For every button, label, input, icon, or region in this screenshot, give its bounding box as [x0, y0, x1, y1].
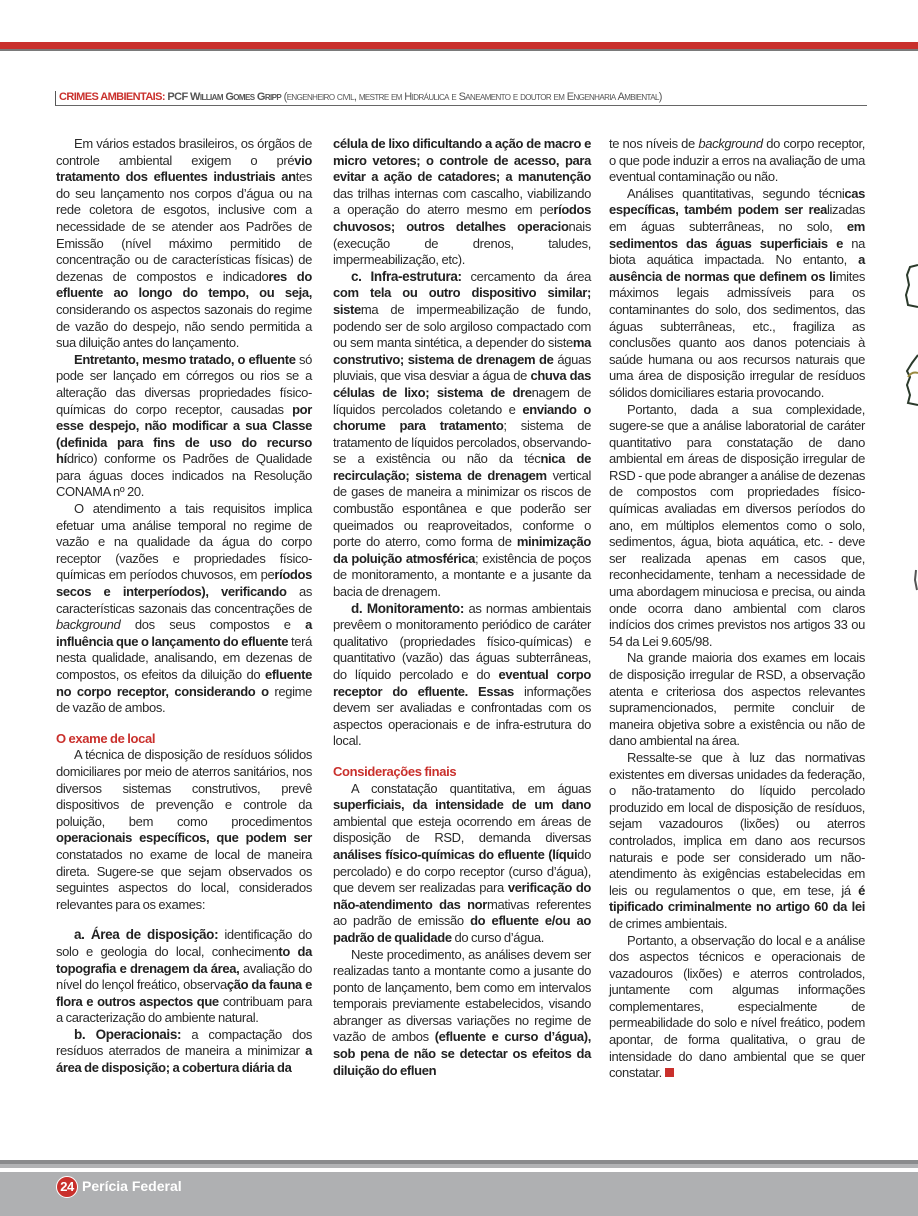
magazine-title: Perícia Federal [82, 1178, 182, 1194]
author-name: PCF William Gomes Gripp [167, 91, 282, 103]
column-1 [56, 136, 312, 1077]
section-label: CRIMES AMBIENTAIS: [59, 91, 165, 103]
top-gray-rule [0, 49, 918, 51]
top-red-band [0, 42, 918, 49]
list-item-c: c. Infra-estrutura: cercamento da área com tela ou outro dispositivo similar; sistema de impermeabilização de fundo, podendo ser de solo argiloso compactado com ou sem manta sintética, a depender do sistema construtivo; sistema de drenagem de águas pluviais, que visa desviar a água de chuva das células de lixo; sistema de drenagem de líquidos percolados coletando e enviando o chorume para tratamento; sistema de tratamento de líquidos percolados, observando-se a existência ou não da técnica de recirculação; sistema de drenagem vertical de gases de maneira a minimizar os riscos de combustão espontânea e que poderão ser queimados ou reaproveitados, conforme o porte do aterro, como forma de minimização da poluição atmosférica; existência de poços de monitoramento, a montante e a jusante da bacia de drenagem. [333, 268, 592, 600]
paragraph: Análises quantitativas, segundo técnicas específicas, também podem ser realizadas em águas subterrâneas, no solo, em sedimentos das águas superficiais e na biota aquática impactada. No entanto, a ausência de normas que definem os limites máximos legais admissíveis para os contaminantes do solo, dos sedimentos, das águas subterrâneas, etc., fragiliza as conclusões quanto aos danos potenciais à saúde humana ou aos recursos naturais que uma área de disposição irregular de resíduos sólidos domiciliares estaria provocando. [609, 185, 865, 400]
column-3 [609, 136, 865, 1082]
paragraph: Na grande maioria dos exames em locais de disposição irregular de RSD, a observação atenta e criteriosa dos aspectos relevantes supramencionados, permite concluir de maneira objetiva sobre a existência ou não de dano ambiental na área. [609, 650, 865, 749]
paragraph: Em vários estados brasileiros, os órgãos de controle ambiental exigem o prévio tratamento dos efluentes industriais antes do seu lançamento nos corpos d’água ou na rede coletora de esgotos, inclusive com a necessidade de se atender aos Padrões de Emissão (nível máximo permitido de concentração ou de características físicas) de dezenas de compostos e indicadores do efluente ao longo do tempo, ou seja, considerando os aspectos sazonais do regime de vazão do despejo, não sendo permitida a sua diluição antes do lançamento. [56, 136, 312, 351]
paragraph-continued: te nos níveis de background do corpo receptor, o que pode induzir a erros na avaliação de uma eventual contaminação ou não. [609, 136, 865, 185]
paragraph: A técnica de disposição de resíduos sólidos domiciliares por meio de aterros sanitários, nos diversos sistemas construtivos, prevê dispositivos de prevenção e controle da poluição, bem como procedimentos operacionais específicos, que podem ser constatados no exame de local de maneira direta. Sugere-se que sejam observados os seguintes aspectos do local, considerados relevantes para os exames: [56, 747, 312, 912]
list-item-b: b. Operacionais: a compactação dos resíduos aterrados de maneira a minimizar a área de disposição; a cobertura diária da [56, 1026, 312, 1076]
paragraph: Portanto, dada a sua complexidade, sugere-se que a análise laboratorial de caráter quantitativo para constatação de dano ambiental em áreas de disposição irregular de RSD - que pode abranger a análise de dezenas de compostos com propriedades físico-químicas avaliadas em diversos períodos do ano, em múltiplos elementos como o solo, sedimentos, água, biota aquática, etc. - deve ser realizada apenas em casos que, reconhecidamente, tenham a necessidade de uma abordagem minuciosa e precisa, ou ainda onde ocorra dano ambiental com claros indícios dos crimes previstos nos artigos 33 ou 54 da Lei 9.605/98. [609, 401, 865, 649]
paragraph: Entretanto, mesmo tratado, o efluente só pode ser lançado em córregos ou rios se a alteração das diversas propriedades físico-químicas do corpo receptor, causadas por esse despejo, não modificar a sua Classe (definida para fins de uso do recurso hídrico) conforme os Padrões de Qualidade para águas doces indicados na Resolução CONAMA nº 20. [56, 351, 312, 500]
paragraph: O atendimento a tais requisitos implica efetuar uma análise temporal no regime de vazão e na qualidade da água do corpo receptor (vazões e propriedades físico-químicas em períodos chuvosos, em períodos secos e interperíodos), verificando as características sazonais das concentrações de background dos seus compostos e a influência que o lançamento do efluente terá nesta qualidade, analisando, em dezenas de compostos, os efeitos da diluição do efluente no corpo receptor, considerando o regime de vazão de ambos. [56, 501, 313, 716]
paragraph: A constatação quantitativa, em águas superficiais, da intensidade de um dano ambiental que esteja ocorrendo em áreas de disposição de RSD, demanda diversas análises físico-químicas do efluente (líquido percolado) e do corpo receptor (curso d’água), que devem ser realizadas para verificação do não-atendimento das normativas referentes ao padrão de emissão do efluente e/ou ao padrão de qualidade do curso d’água. [333, 780, 592, 945]
footer-rule-light [0, 1164, 918, 1168]
list-item-b-continued: célula de lixo dificultando a ação de macro e micro vetores; o controle de acesso, para evitar a ação de catadores; a manutenção das trilhas internas com cascalho, viabilizando a operação do aterro mesmo em períodos chuvosos; outros detalhes operacionais (execução de drenos, taludes, impermeabilização, etc). [333, 136, 591, 268]
paragraph: Neste procedimento, as análises devem ser realizadas tanto a montante como a jusante do ponto de lançamento, bem como em intervalos temporais previamente estabelecidos, visando abranger as diversas variações no regime de vazão de ambos (efluente e curso d’água), sob pena de não se detectar os efeitos da diluição do efluen [333, 946, 591, 1078]
page-number-badge: 24 [56, 1176, 78, 1198]
end-of-article-mark-icon [665, 1068, 674, 1077]
section-heading: Considerações finais [333, 763, 457, 779]
running-head [55, 91, 867, 106]
column-2 [333, 136, 591, 1079]
paragraph: Portanto, a observação do local e a análise dos aspectos técnicos e operacionais de vazadouros (lixões) e aterros controlados, juntamente com algumas informações complementares, especialmente de permeabilidade do solo e nível freático, podem apontar, de forma qualitativa, o grau de intensidade do dano ambiental que se quer constatar. [609, 932, 865, 1081]
list-item-a: a. Área de disposição: identificação do solo e geologia do local, conhecimento da topografia e drenagem da área, avaliação do nível do lençol freático, observação da fauna e flora e outros aspectos que contribuam para a caracterização do ambiente natural. [56, 927, 313, 1026]
paragraph: Ressalte-se que à luz das normativas existentes em diversas unidades da federação, o não-tratamento do líquido percolado produzido em local de disposição de resíduos, sejam vazadouros (lixões) ou aterros controlados, implica em dano aos recursos naturais e pode ser considerado um não-atendimento às exigências estabelecidas em leis ou regulamentos o que, em tese, já é tipificado criminalmente no artigo 60 da lei de crimes ambientais. [609, 749, 865, 931]
adjacent-page-illustration [904, 255, 918, 595]
list-item-d: d. Monitoramento: as normas ambientais prevêem o monitoramento periódico de caráter qualitativo (propriedades físico-químicas) e quantitativo (vazão) das águas subterrâneas, do líquido percolado e do eventual corpo receptor do efluente. Essas informações devem ser avaliadas e confrontadas com os aspectos operacionais e de infra-estrutura do local. [333, 600, 591, 749]
author-credentials: (engenheiro civil, mestre em Hidráulica e Saneamento e doutor em Engenharia Ambiental) [283, 91, 662, 103]
section-heading: O exame de local [56, 730, 156, 746]
